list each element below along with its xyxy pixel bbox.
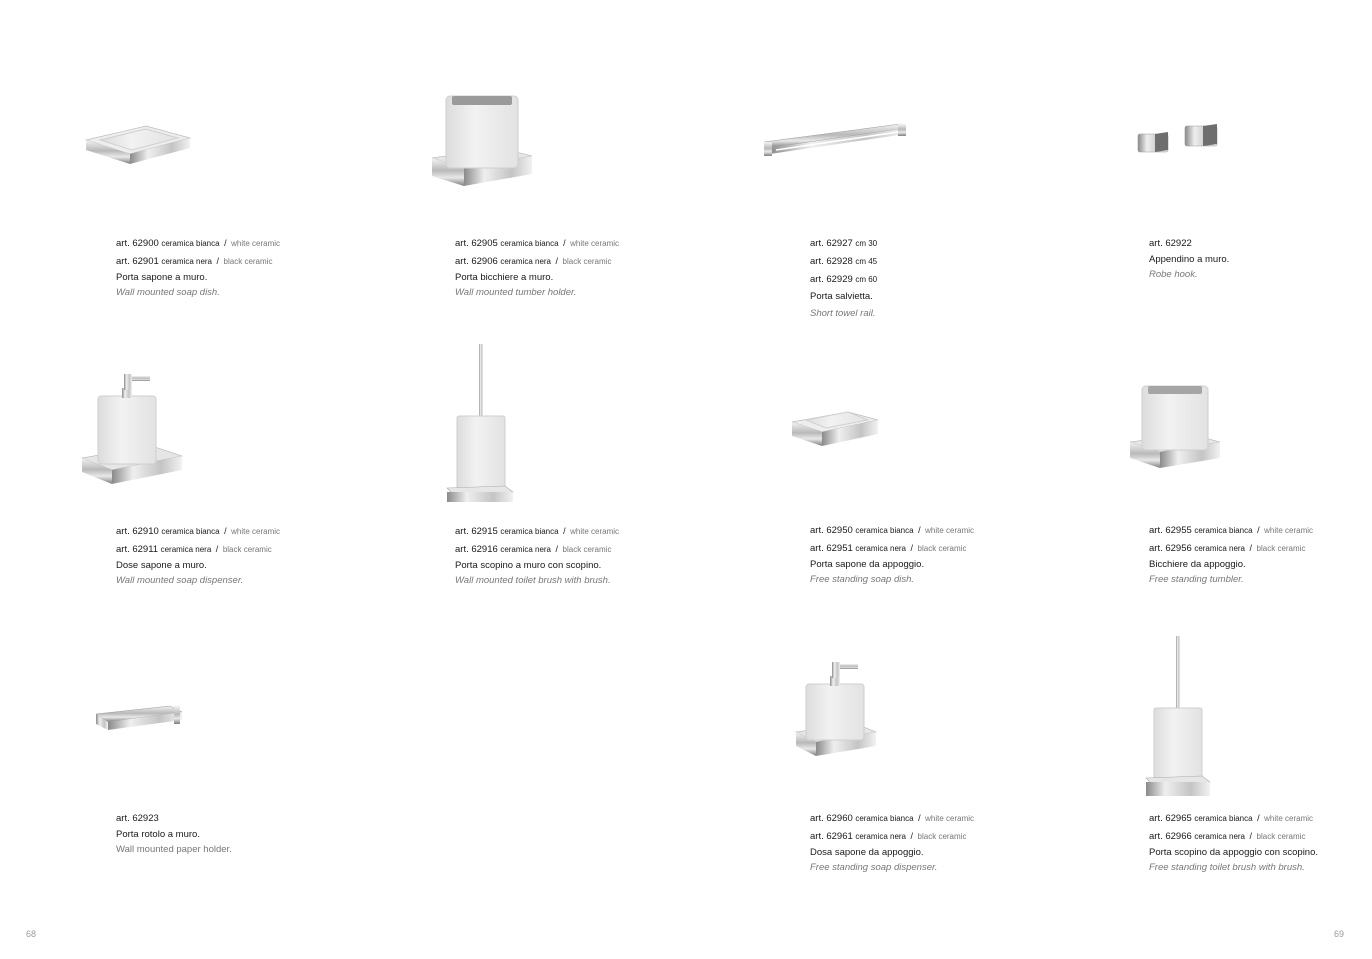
article-line: art. 62901 ceramica nera / black ceramic — [116, 256, 273, 267]
article-line: art. 62900 ceramica bianca / white ceramic — [116, 238, 281, 249]
article-line: art. 62929 cm 60 — [810, 274, 878, 285]
article-line: art. 62927 cm 30 — [810, 238, 878, 249]
description-it: Porta sapone da appoggio. — [810, 559, 925, 570]
article-line: art. 62922 — [1149, 238, 1192, 249]
description-it: Porta scopino a muro con scopino. — [455, 560, 602, 571]
description-en: Wall mounted toilet brush with brush. — [455, 575, 611, 586]
description-en: Free standing soap dish. — [810, 574, 915, 585]
product-caption-62923 — [116, 809, 232, 857]
article-line: art. 62956 ceramica nera / black ceramic — [1149, 543, 1306, 554]
product-caption-62905 — [455, 234, 619, 300]
article-line: art. 62960 ceramica bianca / white ceramic — [810, 813, 975, 824]
article-line: art. 62928 cm 45 — [810, 256, 878, 267]
wall-toilet-brush-product-image — [443, 342, 518, 507]
free-standing-tumbler-product-image — [1126, 380, 1226, 475]
page-number-left: 68 — [26, 929, 37, 939]
towel-rail-product-image — [760, 118, 910, 163]
product-caption-62960 — [810, 809, 974, 875]
description-en: Free standing tumbler. — [1149, 574, 1244, 585]
description-it: Appendino a muro. — [1149, 254, 1230, 265]
free-standing-toilet-brush-product-image — [1142, 634, 1217, 804]
article-line: art. 62955 ceramica bianca / white ceramic — [1149, 525, 1314, 536]
article-line: art. 62916 ceramica nera / black ceramic — [455, 544, 612, 555]
description-it: Porta scopino da appoggio con scopino. — [1149, 847, 1319, 858]
article-line: art. 62965 ceramica bianca / white ceramic — [1149, 813, 1314, 824]
description-it: Porta rotolo a muro. — [116, 829, 200, 840]
product-caption-62927 — [810, 234, 877, 321]
description-it: Dose sapone a muro. — [116, 560, 207, 571]
article-line: art. 62961 ceramica nera / black ceramic — [810, 831, 967, 842]
description-en: Free standing soap dispenser. — [810, 862, 938, 873]
description-it: Dosa sapone da appoggio. — [810, 847, 924, 858]
article-line: art. 62906 ceramica nera / black ceramic — [455, 256, 612, 267]
paper-holder-product-image — [92, 700, 187, 740]
robe-hook-product-image — [1135, 122, 1225, 162]
description-en: Robe hook. — [1149, 269, 1198, 280]
description-it: Porta sapone a muro. — [116, 272, 208, 283]
product-caption-62965 — [1149, 809, 1318, 875]
product-caption-62900 — [116, 234, 280, 300]
wall-soap-dispenser-product-image — [78, 372, 188, 487]
product-caption-62950 — [810, 521, 974, 587]
wall-tumbler-holder-product-image — [428, 90, 538, 195]
product-caption-62922 — [1149, 234, 1229, 282]
article-line: art. 62923 — [116, 813, 159, 824]
page-number-right: 69 — [1334, 929, 1345, 939]
description-it: Bicchiere da appoggio. — [1149, 559, 1246, 570]
description-it: Porta salvietta. — [810, 291, 873, 302]
description-en: Wall mounted tumber holder. — [455, 287, 577, 298]
article-line: art. 62951 ceramica nera / black ceramic — [810, 543, 967, 554]
article-line: art. 62950 ceramica bianca / white ceramic — [810, 525, 975, 536]
description-en: Wall mounted soap dish. — [116, 287, 220, 298]
article-line: art. 62915 ceramica bianca / white ceramic — [455, 526, 620, 537]
free-standing-soap-dispenser-product-image — [792, 660, 882, 765]
description-en: Free standing toilet brush with brush. — [1149, 862, 1305, 873]
article-line: art. 62911 ceramica nera / black ceramic — [116, 544, 272, 555]
product-caption-62955 — [1149, 521, 1313, 587]
description-en: Wall mounted paper holder. — [116, 844, 232, 855]
article-line: art. 62905 ceramica bianca / white ceramic — [455, 238, 620, 249]
article-line: art. 62966 ceramica nera / black ceramic — [1149, 831, 1306, 842]
description-en: Short towel rail. — [810, 308, 876, 319]
product-caption-62915 — [455, 522, 619, 588]
product-caption-62910 — [116, 522, 280, 588]
wall-soap-dish-product-image — [82, 118, 197, 173]
description-en: Wall mounted soap dispenser. — [116, 575, 244, 586]
article-line: art. 62910 ceramica bianca / white ceramic — [116, 526, 281, 537]
free-standing-soap-dish-product-image — [788, 404, 883, 454]
description-it: Porta bicchiere a muro. — [455, 272, 554, 283]
